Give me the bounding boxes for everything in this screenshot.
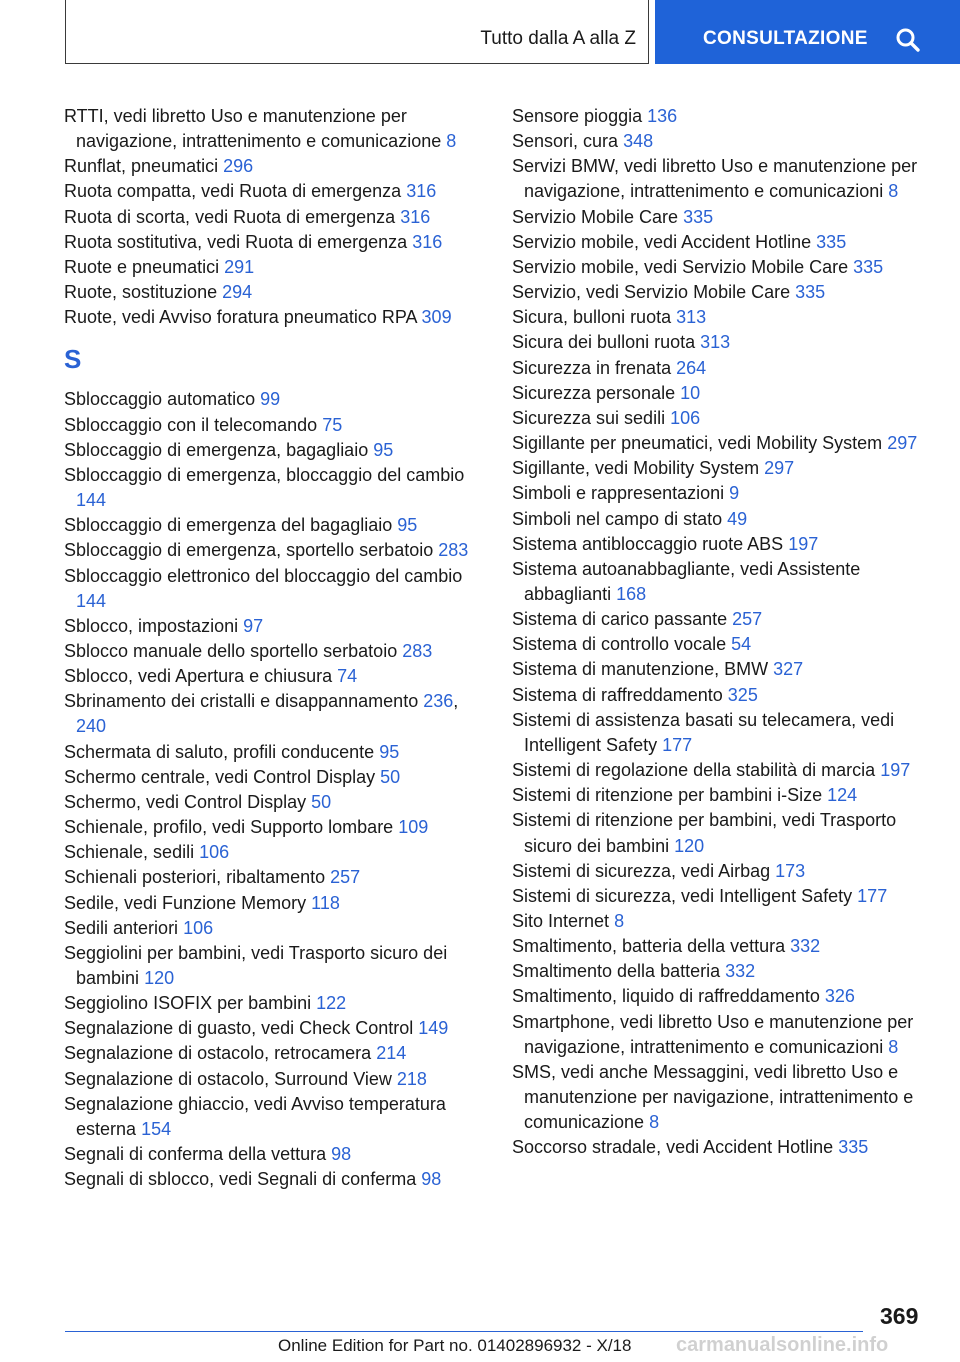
index-entry-text: Sistemi di sicurezza, vedi Airbag [512, 860, 771, 881]
index-entry [64, 438, 482, 463]
index-entry-text: SMS, vedi anche Messaggini, vedi libretto Uso e manutenzione per navigazione, intrattenimento e comunicazione [512, 1061, 914, 1133]
page-reference-link[interactable]: 316 [400, 206, 431, 227]
page-reference-link[interactable]: 106 [670, 407, 701, 428]
page-reference-link[interactable]: 309 [421, 307, 452, 328]
index-entry [512, 657, 932, 682]
index-entry-text: Sistemi di regolazione della stabilità di marcia [512, 760, 876, 781]
index-entry-text: Segnalazione di ostacolo, Surround View [64, 1068, 392, 1089]
page-reference-link[interactable]: 75 [322, 414, 343, 435]
page-reference-link[interactable]: 313 [700, 332, 731, 353]
page-number: 369 [880, 1303, 919, 1329]
page-reference-link[interactable]: 335 [816, 231, 847, 252]
index-entry-text: Schienali posteriori, ribaltamento [64, 867, 326, 888]
page-reference-link[interactable]: 177 [857, 885, 888, 906]
index-entry [64, 790, 482, 815]
index-entry [64, 1092, 482, 1142]
page-reference-link[interactable]: 98 [331, 1144, 352, 1165]
index-entry-text: Simboli e rappresentazioni [512, 483, 725, 504]
index-entry-text: Servizio mobile, vedi Accident Hotline [512, 231, 812, 252]
index-entry-text: Seggiolini per bambini, vedi Trasporto sicuro dei bambini [64, 942, 448, 988]
index-entry [512, 507, 932, 532]
index-entry [512, 481, 932, 506]
index-entry-text: Sbloccaggio elettronico del bloccaggio del cambio [64, 565, 463, 586]
index-entry-text: Segnali di conferma della vettura [64, 1144, 327, 1165]
index-entry [64, 840, 482, 865]
index-entry-text: Runflat, pneumatici [64, 156, 219, 177]
index-entry-text: Servizi BMW, vedi libretto Uso e manutenzione per navigazione, intrattenimento e comunicazioni [512, 156, 918, 202]
page-reference-link[interactable]: 294 [222, 282, 253, 303]
index-entry-text: Sbloccaggio di emergenza, sportello serbatoio [64, 540, 434, 561]
index-entry [64, 205, 482, 230]
page-reference-link[interactable]: 124 [827, 785, 858, 806]
index-entry [512, 456, 932, 481]
index-entry-text: Sedile, vedi Funzione Memory [64, 892, 307, 913]
watermark-text: carmanualsonline.info [676, 1334, 889, 1356]
page-reference-link[interactable]: 316 [412, 231, 443, 252]
tab-label: CONSULTAZIONE [703, 28, 868, 49]
index-entry [512, 808, 932, 858]
page-reference-link[interactable]: 316 [406, 181, 437, 202]
index-entry [64, 891, 482, 916]
index-entry [512, 984, 932, 1009]
index-entry-text: Schienale, sedili [64, 842, 195, 863]
index-entry-text: Sistemi di ritenzione per bambini i-Size [512, 785, 823, 806]
page-reference-link[interactable]: 95 [379, 741, 400, 762]
page-reference-link[interactable]: 335 [838, 1137, 869, 1158]
index-entry-text: Segnalazione ghiaccio, vedi Avviso temperatura esterna [64, 1093, 446, 1139]
index-entry [64, 1016, 482, 1041]
page-reference-link[interactable]: 335 [795, 282, 826, 303]
index-entry [64, 305, 482, 330]
index-entry-text: Sigillante per pneumatici, vedi Mobility System [512, 433, 883, 454]
index-entry-text: Sblocco, impostazioni [64, 615, 239, 636]
index-entry-text: Segnalazione di guasto, vedi Check Control [64, 1018, 414, 1039]
page-reference-link[interactable]: 122 [316, 993, 347, 1014]
index-entry-text: Sito Internet [512, 911, 610, 931]
page-reference-link[interactable]: 149 [418, 1018, 449, 1039]
index-entry-text: Seggiolino ISOFIX per bambini [64, 993, 312, 1014]
edition-text: Online Edition for Part no. 01402896932 - X/18 [278, 1336, 632, 1355]
index-entry-text: Smartphone, vedi libretto Uso e manutenzione per navigazione, intrattenimento e comunicazioni [512, 1011, 914, 1057]
index-entry-text: Ruota di scorta, vedi Ruota di emergenza [64, 206, 396, 227]
index-entry-text: Sistema autoanabbagliante, vedi Assistente abbaglianti [512, 558, 861, 604]
index-entry [64, 991, 482, 1016]
index-entry [64, 815, 482, 840]
page-reference-link[interactable]: 98 [421, 1169, 442, 1190]
index-entry [512, 230, 932, 255]
index-entry-text: Smaltimento, liquido di raffreddamento [512, 986, 820, 1007]
page-reference-link[interactable]: 335 [853, 256, 884, 277]
index-column-left [64, 104, 482, 1192]
index-entry [64, 280, 482, 305]
index-entry [512, 909, 932, 934]
index-entry-text: Segnali di sblocco, vedi Segnali di conferma [64, 1169, 417, 1190]
page-reference-link[interactable]: 50 [380, 766, 401, 787]
index-entry-text: Sistema antibloccaggio ruote ABS [512, 533, 784, 554]
page-reference-link[interactable]: 264 [676, 357, 707, 378]
page-reference-link[interactable]: 9 [729, 483, 740, 504]
index-entry [512, 859, 932, 884]
page-reference-link[interactable]: 97 [243, 615, 264, 636]
index-entry [64, 941, 482, 991]
index-entry-text: Sicura, bulloni ruota [512, 307, 672, 328]
index-entry-text: Smaltimento della batteria [512, 961, 721, 982]
index-entry [512, 884, 932, 909]
page-reference-link[interactable]: 8 [888, 1036, 899, 1057]
index-entry [512, 1010, 932, 1060]
page-reference-link[interactable]: 10 [680, 382, 701, 403]
page-reference-link[interactable]: 332 [725, 961, 756, 982]
page-reference-link[interactable]: 240 [76, 716, 107, 737]
page-reference-link[interactable]: 197 [880, 760, 911, 781]
index-entry [64, 564, 482, 614]
index-entry [64, 387, 482, 412]
index-entry [64, 916, 482, 941]
index-entry [512, 356, 932, 381]
page-reference-link[interactable]: 106 [199, 842, 230, 863]
page-reference-link[interactable]: 120 [674, 835, 705, 856]
page-reference-link[interactable]: 283 [438, 540, 469, 561]
page-reference-link[interactable]: 296 [223, 156, 254, 177]
index-entry-text: Sigillante, vedi Mobility System [512, 458, 760, 479]
index-entry [64, 413, 482, 438]
header-section-box [65, 0, 649, 64]
index-entry [512, 532, 932, 557]
index-entry [512, 129, 932, 154]
page-reference-link[interactable]: 106 [183, 917, 214, 938]
index-entry [512, 758, 932, 783]
index-entry [64, 1142, 482, 1167]
index-entry [512, 783, 932, 808]
index-entry-text: Sistema di carico passante [512, 609, 728, 630]
index-entry [512, 330, 932, 355]
index-entry [64, 513, 482, 538]
index-entry-text: Ruota sostitutiva, vedi Ruota di emergenza [64, 231, 408, 252]
index-entry-text: Sbloccaggio di emergenza del bagagliaio [64, 515, 393, 536]
index-entry [512, 406, 932, 431]
index-entry-text: Sblocco manuale dello sportello serbatoio [64, 640, 398, 661]
index-entry-text: Ruote, vedi Avviso foratura pneumatico RPA [64, 307, 417, 328]
index-entry [512, 154, 932, 204]
index-entry [64, 104, 482, 154]
index-entry [64, 463, 482, 513]
index-entry-text: Servizio mobile, vedi Servizio Mobile Care [512, 256, 849, 277]
index-entry [64, 230, 482, 255]
index-entry-text: Sistemi di ritenzione per bambini, vedi Trasporto sicuro dei bambini [512, 810, 897, 856]
page-reference-link[interactable]: 8 [888, 181, 899, 202]
index-entry-text: Schienale, profilo, vedi Supporto lombare [64, 817, 394, 838]
index-entry [512, 557, 932, 607]
page-reference-link[interactable]: 332 [790, 936, 821, 957]
index-entry [64, 255, 482, 280]
index-entry [512, 305, 932, 330]
page-reference-link[interactable]: 95 [373, 439, 394, 460]
index-entry [512, 381, 932, 406]
index-entry-text: Sbloccaggio con il telecomando [64, 414, 318, 435]
index-entry-text: Sicurezza in frenata [512, 357, 672, 378]
index-entry [64, 740, 482, 765]
page-reference-link[interactable]: 283 [402, 640, 433, 661]
page-reference-link[interactable]: 327 [773, 659, 804, 680]
index-entry [512, 683, 932, 708]
index-entry-text: Sedili anteriori [64, 917, 179, 938]
index-entry [512, 934, 932, 959]
page-reference-link[interactable]: 54 [731, 634, 752, 655]
index-entry-text: Segnalazione di ostacolo, retrocamera [64, 1043, 372, 1064]
page-reference-link[interactable]: 99 [260, 389, 281, 410]
index-entry-text: Schermo centrale, vedi Control Display [64, 766, 376, 787]
index-entry-text: Sensori, cura [512, 131, 619, 152]
index-entry-text: RTTI, vedi libretto Uso e manutenzione per navigazione, intrattenimento e comunicazione [64, 106, 442, 152]
index-entry [64, 865, 482, 890]
page-reference-link[interactable]: 136 [647, 106, 678, 126]
page-reference-link[interactable]: 144 [76, 490, 107, 511]
index-entry [64, 1041, 482, 1066]
index-entry-text: Ruote e pneumatici [64, 256, 220, 277]
index-entry [64, 614, 482, 639]
index-entry-text: Servizio Mobile Care [512, 206, 679, 227]
page-reference-link[interactable]: 120 [144, 968, 175, 988]
page-reference-link[interactable]: 49 [727, 508, 748, 529]
index-entry-text: Sicurezza sui sedili [512, 407, 666, 428]
index-entry-text: Schermata di saluto, profili conducente [64, 741, 375, 762]
index-entry-text: Sensore pioggia [512, 106, 643, 126]
index-entry [64, 154, 482, 179]
index-entry [512, 632, 932, 657]
index-entry-text: Simboli nel campo di stato [512, 508, 723, 529]
page-reference-link[interactable]: 335 [683, 206, 714, 227]
index-entry-text: Ruote, sostituzione [64, 282, 218, 303]
index-entry [512, 959, 932, 984]
index-entry [64, 538, 482, 563]
section-title: Tutto dalla A alla Z [480, 28, 636, 49]
index-entry [64, 1167, 482, 1192]
index-entry-text: Sblocco, vedi Apertura e chiusura [64, 666, 333, 687]
page-reference-link[interactable]: 50 [311, 791, 332, 812]
index-entry [512, 104, 932, 129]
page-reference-link[interactable]: 8 [649, 1112, 660, 1133]
page-reference-link[interactable]: 118 [311, 892, 340, 913]
index-entry-text: Sbrinamento dei cristalli e disappannamento [64, 691, 419, 712]
index-entry [512, 431, 932, 456]
index-entry [512, 280, 932, 305]
index-entry-text: Servizio, vedi Servizio Mobile Care [512, 282, 791, 303]
index-column-right [512, 104, 932, 1161]
page-reference-link[interactable]: 297 [887, 433, 918, 454]
page-reference-link[interactable]: 154 [141, 1118, 172, 1139]
search-icon [895, 27, 921, 53]
index-entry-text: Sistemi di assistenza basati su telecamera, vedi Intelligent Safety [512, 709, 895, 755]
index-entry-text: Sbloccaggio di emergenza, bagagliaio [64, 439, 369, 460]
page-reference-link[interactable]: 173 [775, 860, 806, 881]
index-entry [64, 179, 482, 204]
index-entry [512, 607, 932, 632]
page-reference-link[interactable]: 214 [376, 1043, 407, 1064]
index-entry-text: Soccorso stradale, vedi Accident Hotline [512, 1137, 834, 1158]
index-entry-text: Ruota compatta, vedi Ruota di emergenza [64, 181, 402, 202]
index-entry-text: Sicurezza personale [512, 382, 676, 403]
page-reference-link[interactable]: 236 [423, 691, 454, 712]
index-entry-text: Smaltimento, batteria della vettura [512, 936, 786, 957]
index-entry [64, 639, 482, 664]
page-reference-link[interactable]: 8 [614, 911, 625, 931]
page-reference-link[interactable]: 95 [397, 515, 418, 536]
page-reference-link[interactable]: 257 [732, 609, 763, 630]
page-reference-link[interactable]: 297 [764, 458, 795, 479]
page-reference-link[interactable]: 348 [623, 131, 654, 152]
index-entry [512, 255, 932, 280]
page-reference-link[interactable]: 291 [224, 256, 255, 277]
page-reference-link[interactable]: 177 [662, 734, 693, 755]
index-entry [64, 765, 482, 790]
page-reference-link[interactable]: 8 [446, 131, 457, 152]
page-reference-link[interactable]: 74 [337, 666, 358, 687]
index-entry-text: Sicura dei bulloni ruota [512, 332, 696, 353]
index-entry-text: Sistemi di sicurezza, vedi Intelligent Safety [512, 885, 853, 906]
consultazione-tab[interactable] [655, 0, 960, 64]
index-letter-heading: S [64, 344, 82, 375]
index-entry-text: Sistema di raffreddamento [512, 684, 723, 705]
index-entry [64, 1067, 482, 1092]
page-reference-link[interactable]: 109 [398, 817, 429, 838]
page-reference-link[interactable]: 218 [396, 1068, 427, 1089]
index-entry-text: Sistema di manutenzione, BMW [512, 659, 769, 680]
page-reference-link[interactable]: 326 [824, 986, 855, 1007]
index-entry-text: Schermo, vedi Control Display [64, 791, 307, 812]
index-entry [512, 1060, 932, 1135]
index-entry [64, 664, 482, 689]
page-reference-link[interactable]: 257 [330, 867, 361, 888]
index-entry-text: Sistema di controllo vocale [512, 634, 727, 655]
page-reference-link[interactable]: 325 [727, 684, 758, 705]
page-reference-link[interactable]: 144 [76, 590, 107, 611]
index-entry-text: Sbloccaggio automatico [64, 389, 256, 410]
page-reference-link[interactable]: 313 [676, 307, 707, 328]
page-reference-link[interactable]: 168 [616, 583, 647, 604]
footer-divider [65, 1331, 863, 1332]
index-entry: Sbrinamento dei cristalli e disappannamento 236, 240 [64, 691, 459, 737]
page-reference-link[interactable]: 197 [788, 533, 819, 554]
index-entry [512, 205, 932, 230]
index-entry [512, 708, 932, 758]
index-entry [512, 1135, 932, 1160]
index-entry-text: Sbloccaggio di emergenza, bloccaggio del cambio [64, 464, 465, 485]
